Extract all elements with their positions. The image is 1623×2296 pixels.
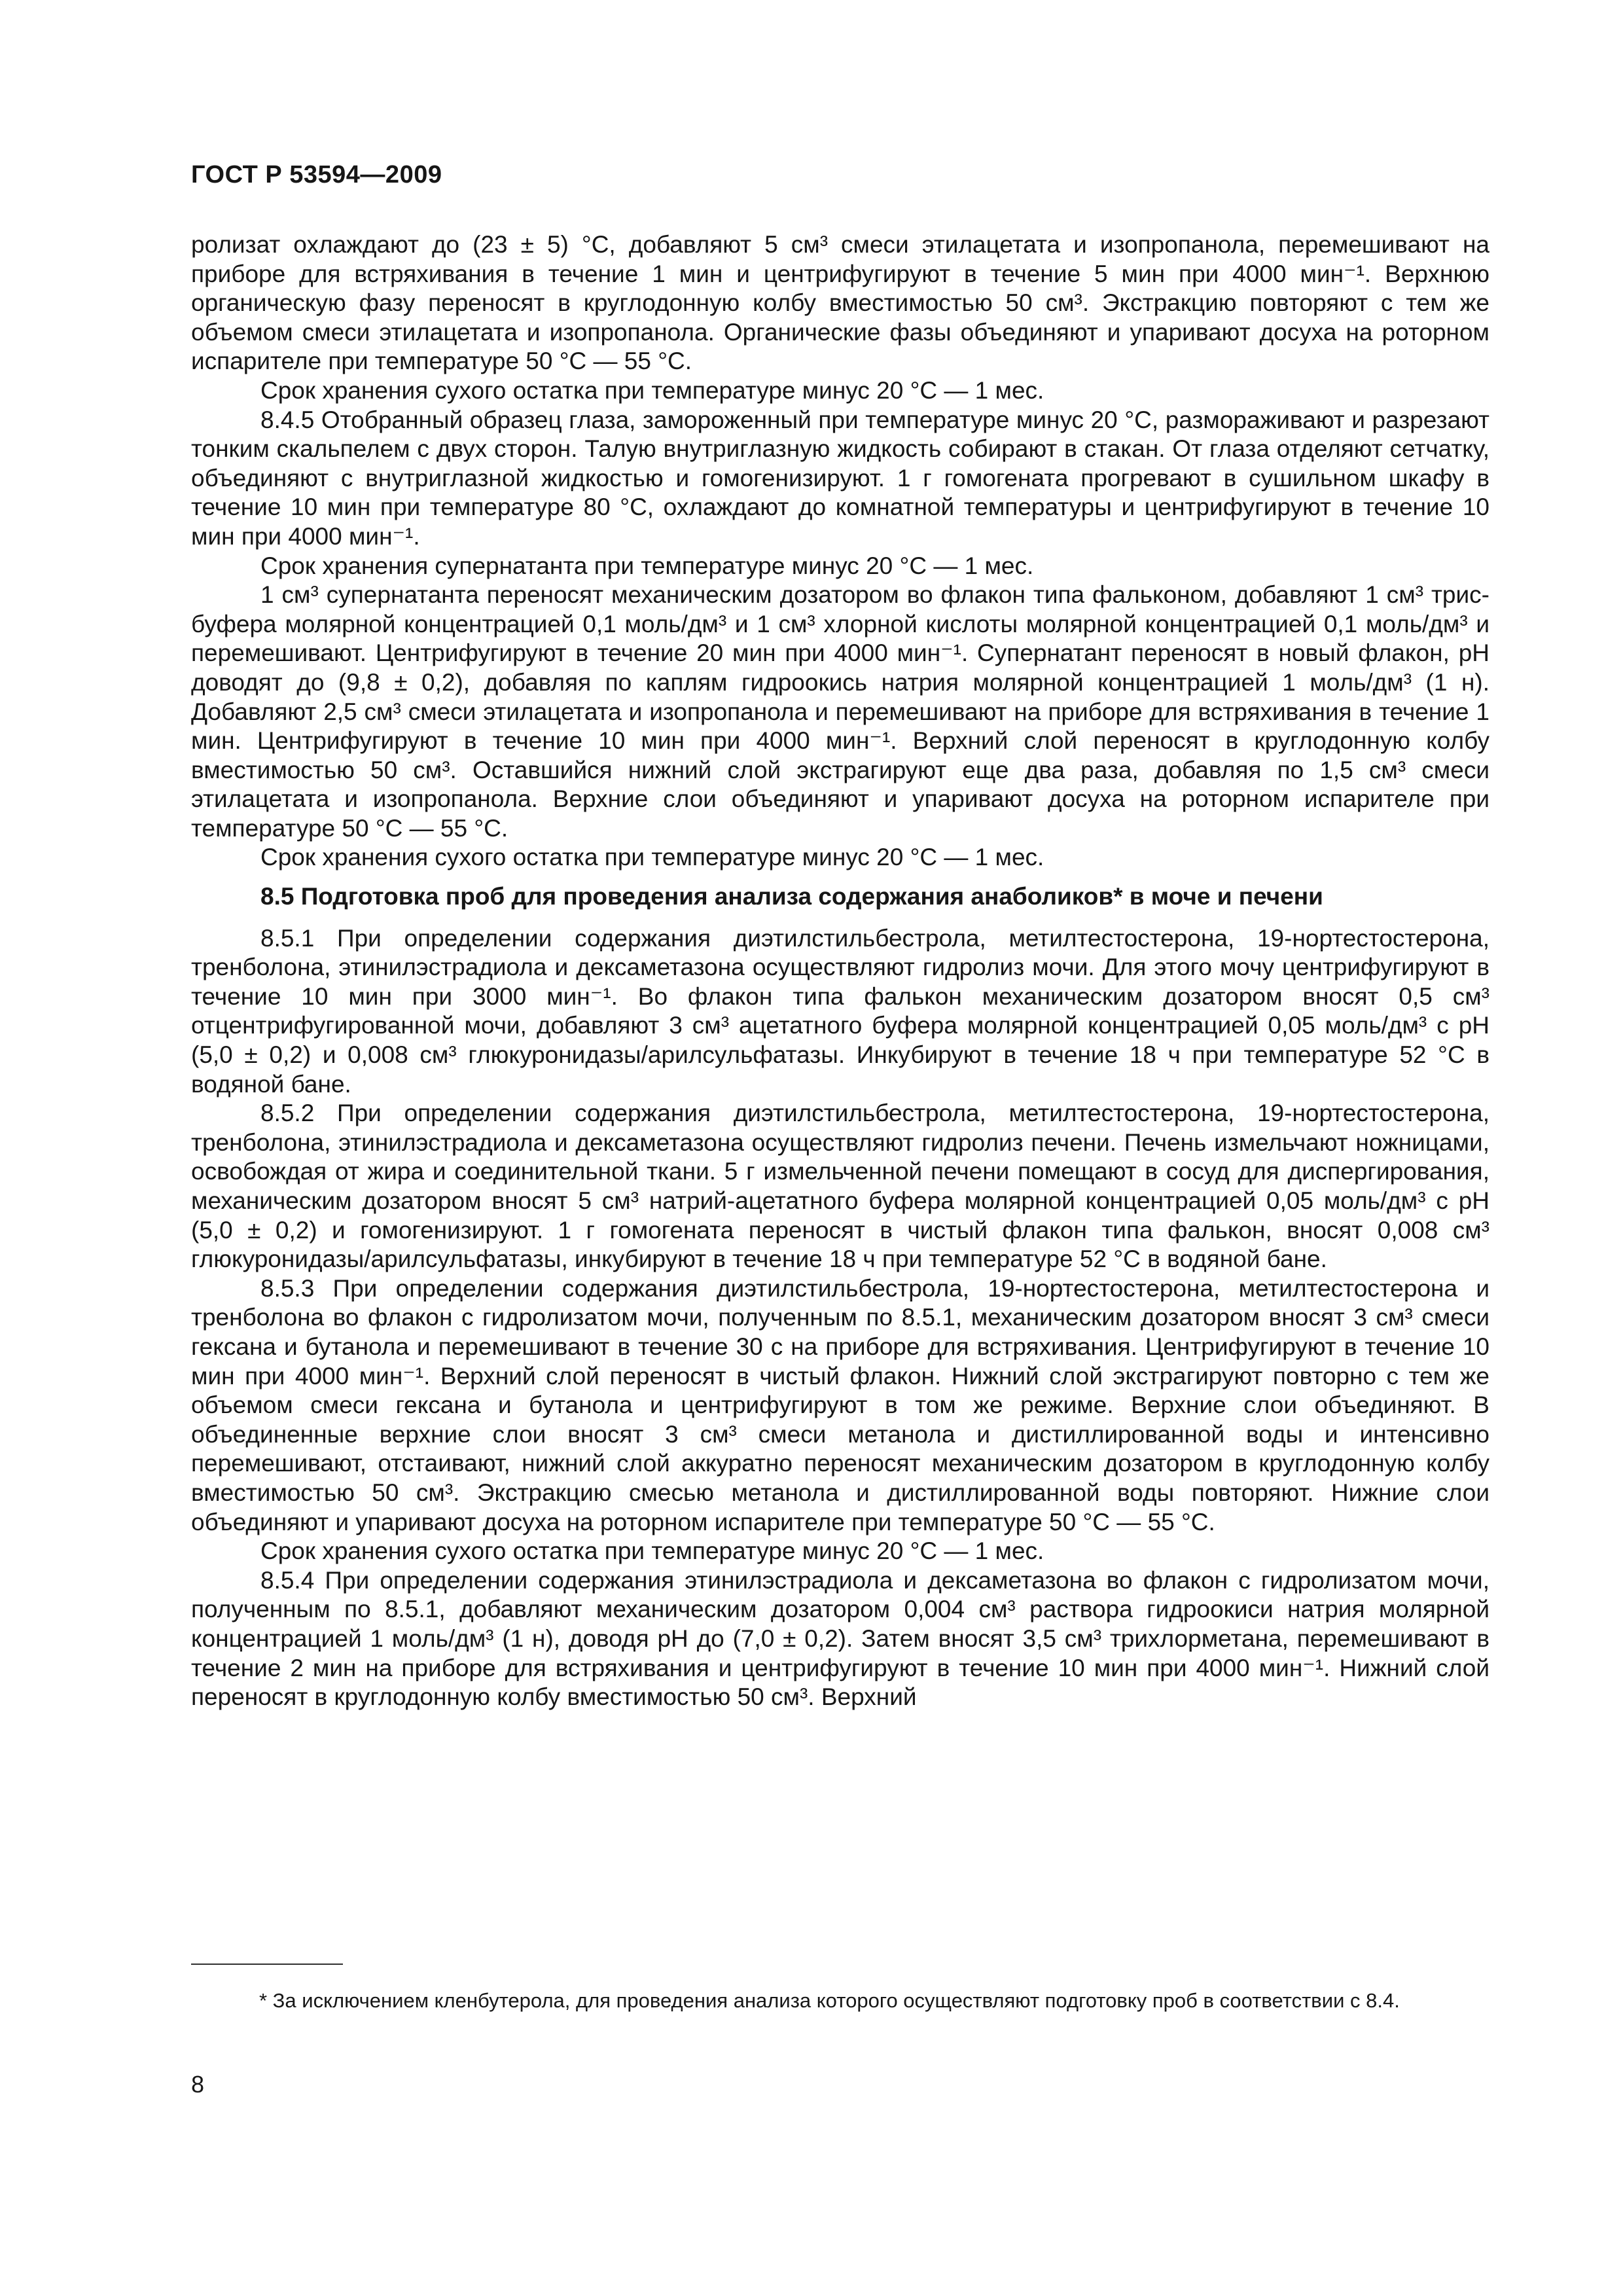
paragraph-storage-note: Срок хранения сухого остатка при температуре минус 20 °С — 1 мес. [260, 1537, 1044, 1565]
footnote: * За исключением кленбутерола, для проведения анализа которого осуществляют подготовку проб в соответствии с 8.4. [259, 1989, 1400, 2012]
paragraph-storage-note: Срок хранения супернатанта при температуре минус 20 °С — 1 мес. [260, 552, 1034, 579]
paragraph-storage-note: Срок хранения сухого остатка при температуре минус 20 °С — 1 мес. [260, 844, 1044, 871]
paragraph-supernatant: 1 см³ супернатанта переносят механическим дозатором во флакон типа фальконом, добавляют 1 см³ трис-буфера молярной концентрацией 0,1 моль/дм³ и 1 см³ хлорной кислоты молярной концентрацией 0,1 моль/дм³ и перемешивают. Центрифугируют в течение 20 мин при 4000 мин⁻¹. Супернатант переносят в новый флакон, pH доводят до (9,8 ± 0,2), добавляя по каплям гидроокись натрия молярной концентрацией 1 моль/дм³ (1 н). Добавляют 2,5 см³ смеси этилацетата и изопропанола и перемешивают на приборе для встряхивания в течение 1 мин. Центрифугируют в течение 10 мин при 4000 мин⁻¹. Верхний слой переносят в круглодонную колбу вместимостью 50 см³. Оставшийся нижний слой экстрагируют еще два раза, добавляя по 1,5 см³ смеси этилацетата и изопропанола. Верхние слои объединяют и упаривают досуха на роторном испарителе при температуре 50 °С — 55 °С. [191, 581, 1489, 842]
paragraph-continuation: ролизат охлаждают до (23 ± 5) °С, добавляют 5 см³ смеси этилацетата и изопропанола, перемешивают на приборе для встряхивания в течение 1 мин и центрифугируют в течение 5 мин при 4000 мин⁻¹. Верхнюю органическую фазу переносят в круглодонную колбу вместимостью 50 см³. Экстракцию повторяют с тем же объемом смеси этилацетата и изопропанола. Органические фазы объединяют и упаривают досуха на роторном испарителе при температуре 50 °С — 55 °С. [191, 231, 1489, 375]
paragraph-8-5-4: 8.5.4 При определении содержания этинилэстрадиола и дексаметазона во флакон с гидролизатом мочи, полученным по 8.5.1, добавляют механическим дозатором 0,004 см³ раствора гидроокиси натрия молярной концентрацией 1 моль/дм³ (1 н), доводя pH до (7,0 ± 0,2). Затем вносят 3,5 см³ трихлорметана, перемешивают в течение 2 мин на приборе для встряхивания и центрифугируют в течение 10 мин при 4000 мин⁻¹. Нижний слой переносят в круглодонную колбу вместимостью 50 см³. Верхний [191, 1566, 1489, 1711]
body-text [191, 230, 1489, 1712]
footnote-divider [191, 1964, 343, 1965]
paragraph-storage-note: Срок хранения сухого остатка при температуре минус 20 °С — 1 мес. [260, 376, 1044, 404]
section-heading-8-5: 8.5 Подготовка проб для проведения анализа содержания анаболиков* в моче и печени [260, 883, 1323, 910]
page-header: ГОСТ Р 53594—2009 [191, 161, 442, 188]
page-number: 8 [191, 2071, 205, 2098]
paragraph-8-5-1: 8.5.1 При определении содержания диэтилстильбестрола, метилтестостерона, 19-нортестостерона, тренболона, этинилэстрадиола и дексаметазона осуществляют гидролиз мочи. Для этого мочу центрифугируют в течение 10 мин при 3000 мин⁻¹. Во флакон типа фалькон механическим дозатором вносят 0,5 см³ отцентрифугированной мочи, добавляют 3 см³ ацетатного буфера молярной концентрацией 0,05 моль/дм³ с pH (5,0 ± 0,2) и 0,008 см³ глюкуронидазы/арилсульфатазы. Инкубируют в течение 18 ч при температуре 52 °С в водяной бане. [191, 924, 1489, 1098]
paragraph-8-5-2: 8.5.2 При определении содержания диэтилстильбестрола, метилтестостерона, 19-нортестостерона, тренболона, этинилэстрадиола и дексаметазона осуществляют гидролиз печени. Печень измельчают ножницами, освобождая от жира и соединительной ткани. 5 г измельченной печени помещают в сосуд для диспергирования, механическим дозатором вносят 5 см³ натрий-ацетатного буфера молярной концентрацией 0,05 моль/дм³ с pH (5,0 ± 0,2) и гомогенизируют. 1 г гомогената переносят в чистый флакон типа фалькон, вносят 0,008 см³ глюкуронидазы/арилсульфатазы, инкубируют в течение 18 ч при температуре 52 °С в водяной бане. [191, 1100, 1489, 1273]
paragraph-8-4-5: 8.4.5 Отобранный образец глаза, замороженный при температуре минус 20 °С, размораживают и разрезают тонким скальпелем с двух сторон. Талую внутриглазную жидкость собирают в стакан. От глаза отделяют сетчатку, объединяют с внутриглазной жидкостью и гомогенизируют. 1 г гомогената прогревают в сушильном шкафу в течение 10 мин при температуре 80 °С, охлаждают до комнатной температуры и центрифугируют в течение 10 мин при 4000 мин⁻¹. [191, 406, 1489, 550]
paragraph-8-5-3: 8.5.3 При определении содержания диэтилстильбестрола, 19-нортестостерона, метилтестостерона и тренболона во флакон с гидролизатом мочи, полученным по 8.5.1, механическим дозатором вносят 3 см³ смеси гексана и бутанола и перемешивают в течение 30 с на приборе для встряхивания. Центрифугируют в течение 10 мин при 4000 мин⁻¹. Верхний слой переносят в чистый флакон. Нижний слой экстрагируют повторно с тем же объемом смеси гексана и бутанола и центрифугируют в том же режиме. Верхние слои объединяют. В объединенные верхние слои вносят 3 см³ смеси метанола и дистиллированной воды и интенсивно перемешивают, отстаивают, нижний слой аккуратно переносят механическим дозатором в круглодонную колбу вместимостью 50 см³. Экстракцию смесью метанола и дистиллированной воды повторяют. Нижние слои объединяют и упаривают досуха на роторном испарителе при температуре 50 °С — 55 °С. [191, 1274, 1489, 1535]
